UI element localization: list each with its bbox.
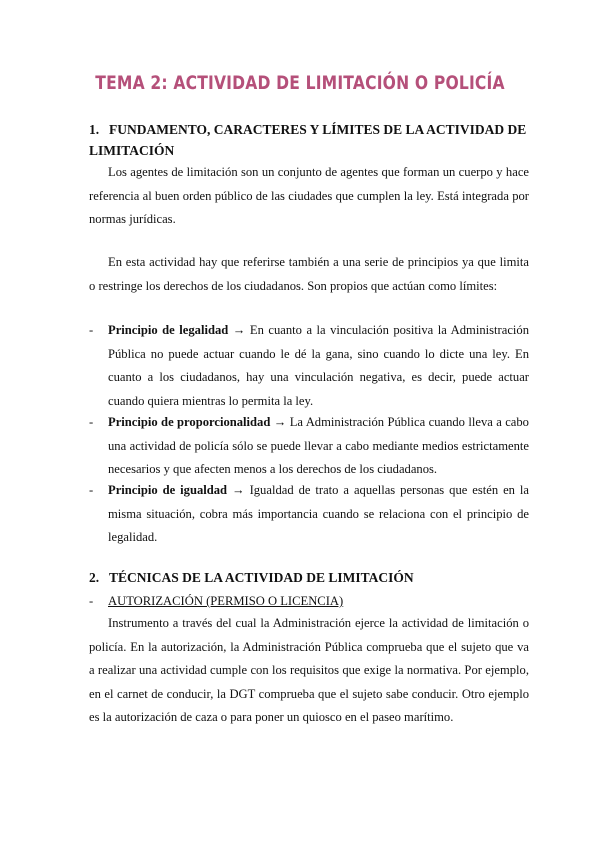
section-1-paragraph-1: Los agentes de limitación son un conjunto de agentes que forman un cuerpo y hace referencia al buen orden público de las ciudades que cumplen la ley. Está integrada por normas jurídicas. — [89, 165, 529, 226]
bullet-description: La Administración Pública cuando lleva a cabo una actividad de policía sólo se puede llevar a cabo mediante medios estrictamente necesarios y que afecten menos a los derechos de los ciudadanos. — [108, 415, 529, 476]
subsection-heading: AUTORIZACIÓN (PERMISO O LICENCIA) — [108, 594, 344, 608]
bullet-dash: - — [89, 323, 94, 337]
subsection-autorizacion — [89, 591, 344, 611]
bullet-description: Igualdad de trato a aquellas personas que estén en la misma situación, cobra más importancia cuando se relaciona con el principio de legalidad. — [108, 483, 530, 544]
bullet-term: Principio de proporcionalidad — [108, 415, 271, 429]
bullet-term: Principio de igualdad — [108, 483, 228, 497]
arrow-icon: → — [232, 323, 246, 337]
arrow-icon: → — [232, 483, 245, 497]
document-title: TEMA 2: ACTIVIDAD DE LIMITACIÓN O POLICÍA — [95, 72, 505, 94]
bullet-dash: - — [89, 483, 94, 497]
bullet-principio-proporcionalidad — [108, 411, 529, 482]
bullet-principio-legalidad — [108, 319, 529, 413]
bullet-term: Principio de legalidad — [108, 323, 229, 337]
section-2-heading — [89, 567, 529, 588]
section-1-heading — [89, 119, 529, 161]
bullet-dash: - — [89, 415, 94, 429]
section-1-number: 1. — [89, 122, 100, 137]
section-2-number: 2. — [89, 570, 100, 585]
arrow-icon: → — [273, 415, 287, 429]
section-1-paragraph-2: En esta actividad hay que referirse también a una serie de principios ya que limita o restringe los derechos de los ciudadanos. Son propios que actúan como límites: — [89, 255, 529, 293]
bullet-principio-igualdad — [108, 479, 529, 550]
subsection-dash: - — [89, 594, 94, 608]
bullet-description: En cuanto a la vinculación positiva la Administración Pública no puede actuar cuando le dé la gana, sino cuando lo dicte una ley. En cuanto a los ciudadanos, hay una vinculación negativa, es decir, puede actuar cuando quiera mientras lo permita la ley. — [108, 323, 530, 408]
section-1-heading-text: FUNDAMENTO, CARACTERES Y LÍMITES DE LA ACTIVIDAD DE LIMITACIÓN — [89, 122, 527, 158]
section-2-paragraph-1: Instrumento a través del cual la Administración ejerce la actividad de limitación o policía. En la autorización, la Administración Pública comprueba que el sujeto que va a realizar una actividad cumple con los requisitos que exige la normativa. Por ejemplo, en el carnet de conducir, la DGT comprueba que el sujeto sabe conducir. Otro ejemplo es la autorización de caza o para poner un quiosco en el paseo marítimo. — [89, 616, 529, 724]
section-2-heading-text: TÉCNICAS DE LA ACTIVIDAD DE LIMITACIÓN — [109, 570, 414, 585]
